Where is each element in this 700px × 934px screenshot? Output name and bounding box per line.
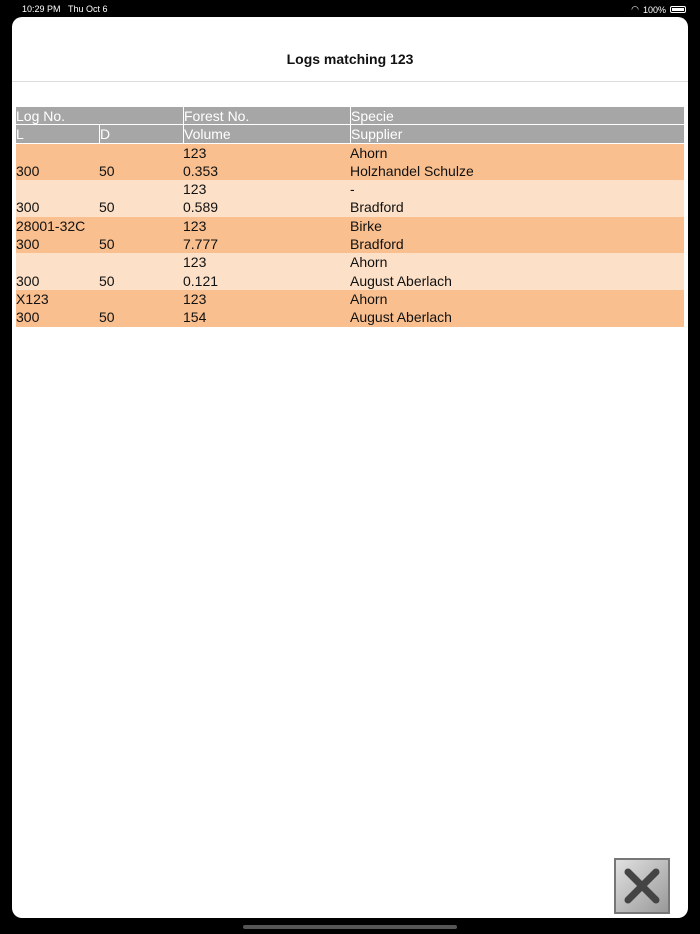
header-forest-no: Forest No.	[183, 107, 350, 124]
cell-l: 300	[16, 309, 40, 326]
table-row	[16, 272, 684, 290]
header-d: D	[99, 125, 183, 142]
close-button[interactable]	[614, 858, 670, 914]
table-row	[16, 290, 684, 308]
cell-volume: 0.121	[183, 272, 219, 289]
wifi-icon: ◠	[631, 4, 639, 14]
cell-forest-no: 123	[183, 181, 207, 198]
cell-volume: 0.589	[183, 199, 219, 216]
table-record[interactable]	[16, 253, 684, 290]
divider	[12, 81, 688, 82]
cell-forest-no: 123	[183, 254, 207, 271]
battery-percent: 100%	[642, 4, 666, 15]
status-time	[22, 4, 108, 14]
header-row-1	[16, 107, 684, 125]
cell-l: 300	[16, 162, 40, 179]
cell-specie: Ahorn	[350, 144, 388, 161]
table-row	[16, 162, 684, 180]
date: Thu Oct 6	[68, 4, 108, 14]
header-specie: Specie	[350, 107, 684, 124]
cell-d: 50	[99, 272, 115, 289]
table-row	[16, 217, 684, 235]
table-row	[16, 144, 684, 162]
status-bar	[0, 0, 700, 17]
cell-d: 50	[99, 309, 115, 326]
cell-log-no: 28001-32C	[16, 217, 86, 234]
cell-l: 300	[16, 199, 40, 216]
table-record[interactable]	[16, 144, 684, 181]
cell-specie: Ahorn	[350, 290, 388, 307]
cell-d: 50	[99, 199, 115, 216]
cell-d: 50	[99, 236, 115, 253]
battery-icon	[670, 6, 686, 13]
cell-specie: Birke	[350, 217, 382, 234]
table-record[interactable]	[16, 290, 684, 327]
cell-l: 300	[16, 236, 40, 253]
cell-forest-no: 123	[183, 144, 207, 161]
close-icon	[616, 860, 668, 912]
cell-volume: 7.777	[183, 236, 219, 253]
cell-supplier: August Aberlach	[350, 272, 452, 289]
cell-forest-no: 123	[183, 290, 207, 307]
cell-volume: 154	[183, 309, 207, 326]
logs-table	[16, 107, 684, 327]
time: 10:29 PM	[22, 4, 61, 14]
page-title: Logs matching 123	[286, 51, 414, 67]
header-supplier: Supplier	[350, 125, 684, 142]
table-record[interactable]	[16, 217, 684, 254]
cell-d: 50	[99, 162, 115, 179]
table-row	[16, 308, 684, 326]
cell-log-no	[16, 180, 183, 198]
header-log-no: Log No.	[16, 108, 66, 124]
cell-log-no	[16, 253, 183, 271]
header-l: L	[16, 126, 24, 143]
header-volume: Volume	[183, 125, 350, 142]
cell-supplier: Bradford	[350, 199, 404, 216]
cell-specie: -	[350, 181, 355, 198]
cell-supplier: Holzhandel Schulze	[350, 162, 474, 179]
home-indicator	[243, 925, 457, 929]
table-record[interactable]	[16, 180, 684, 217]
cell-l: 300	[16, 272, 40, 289]
cell-supplier: August Aberlach	[350, 309, 452, 326]
cell-volume: 0.353	[183, 162, 219, 179]
table-row	[16, 235, 684, 253]
modal-sheet	[12, 17, 688, 918]
table-row	[16, 198, 684, 216]
cell-supplier: Bradford	[350, 236, 404, 253]
cell-specie: Ahorn	[350, 254, 388, 271]
table-row	[16, 253, 684, 271]
cell-log-no: X123	[16, 290, 49, 307]
table-row	[16, 180, 684, 198]
cell-forest-no: 123	[183, 217, 207, 234]
cell-log-no	[16, 144, 183, 162]
header-row-2	[16, 125, 684, 143]
